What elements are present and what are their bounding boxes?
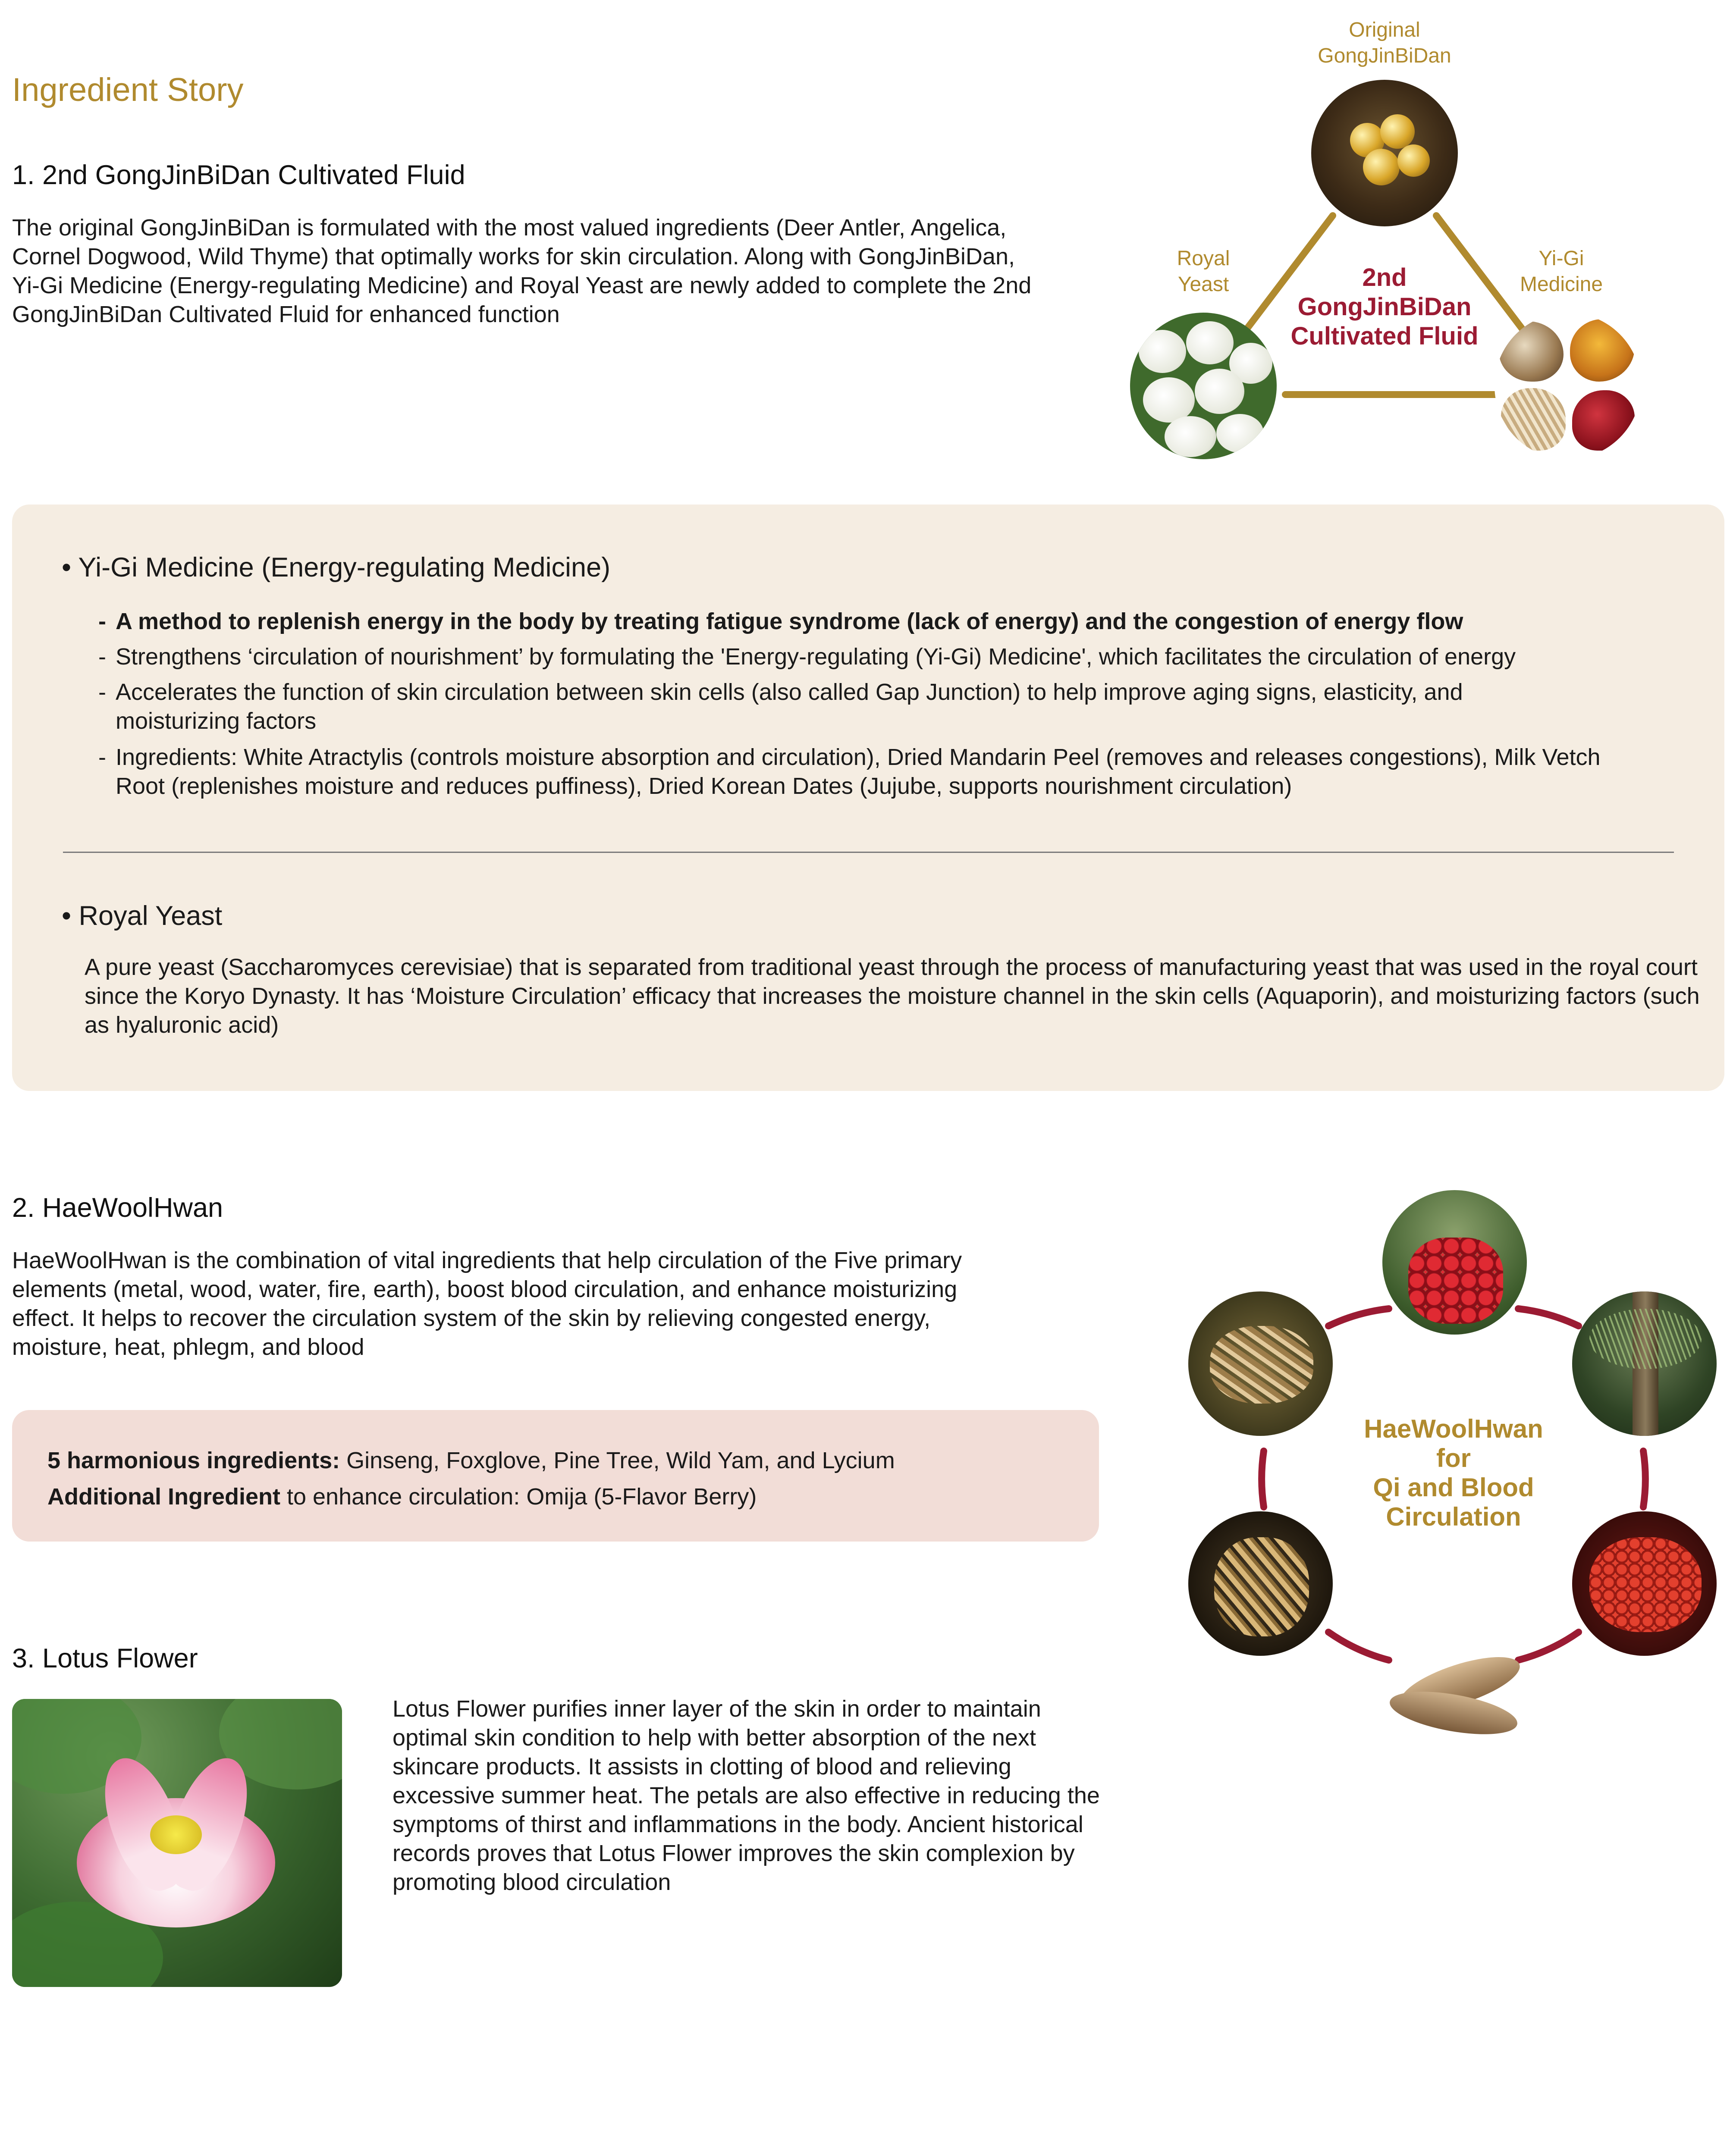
section3-heading: 3. Lotus Flower	[12, 1643, 198, 1673]
center-line3: Cultivated Fluid	[1290, 322, 1479, 350]
hwh-center-line1: HaeWoolHwan	[1364, 1414, 1543, 1443]
section1-heading: 1. 2nd GongJinBiDan Cultivated Fluid	[12, 160, 465, 190]
ingredients-line1-rest: Ginseng, Foxglove, Pine Tree, Wild Yam, and Lycium	[340, 1448, 895, 1473]
label-yigi-line1: Yi-Gi	[1538, 247, 1584, 270]
lotus-flower-image	[12, 1699, 342, 1987]
yigi-item-2-text: Strengthens ‘circulation of nourishment’ by formulating the 'Energy-regulating (Yi-Gi) Medicine', which facilitates the circulation of energy	[116, 644, 1516, 670]
yigi-item-3-text: Accelerates the function of skin circulation between skin cells (also called Gap Junction) to help improve aging signs, elasticity, and moisturizing factors	[116, 679, 1463, 734]
pine-tree-image	[1572, 1291, 1717, 1436]
page-title: Ingredient Story	[12, 72, 244, 108]
label-original-line1: Original	[1349, 19, 1420, 41]
haewoolhwan-ingredients-box	[12, 1410, 1099, 1542]
yigi-item-4	[98, 743, 1617, 801]
haewoolhwan-diagram	[1182, 1190, 1725, 1751]
lycium-berry-image	[1572, 1511, 1717, 1656]
royal-yeast-heading: • Royal Yeast	[62, 901, 223, 931]
cultivated-fluid-center-label	[1281, 263, 1488, 351]
yigi-item-2	[98, 642, 1660, 671]
foxglove-root-image	[1188, 1511, 1333, 1656]
yigi-herbs-image	[1495, 313, 1641, 459]
royal-yeast-image	[1130, 313, 1277, 459]
cultivated-fluid-diagram	[1121, 9, 1691, 466]
ingredients-line2	[47, 1479, 1083, 1515]
ginseng-roots-image	[1188, 1291, 1333, 1436]
yigi-item-4-text: Ingredients: White Atractylis (controls moisture absorption and circulation), Dried Mandarin Peel (removes and releases congestions), Milk Vetch Root (replenishes moisture and reduces puffiness), Dried Korean Dates (Jujube, supports nourishment circulation)	[116, 744, 1601, 799]
section3-paragraph: Lotus Flower purifies inner layer of the skin in order to maintain optimal skin condition to help with better absorption of the next skincare products. It assists in clotting of blood and relieving excessive summer heat. The petals are also effective in reducing the symptoms of thirst and inflammations in the body. Ancient historical records proves that Lotus Flower improves the skin complexion by promoting blood circulation	[392, 1696, 1100, 1895]
yigi-item-4-dash: -	[98, 744, 106, 770]
label-royal-yeast	[1160, 246, 1246, 298]
center-line2: GongJinBiDan	[1297, 293, 1472, 321]
wild-yam-image	[1385, 1630, 1527, 1751]
section2-paragraph: HaeWoolHwan is the combination of vital ingredients that help circulation of the Five primary elements (metal, wood, water, fire, earth), boost blood circulation, and enhance moisturizing effect. It helps to recover the circulation system of the skin by relieving congested energy, moisture, heat, phlegm, and blood	[12, 1247, 962, 1360]
center-line1: 2nd	[1362, 263, 1407, 291]
ingredients-line1-bold: 5 harmonious ingredients:	[47, 1448, 340, 1473]
label-original	[1298, 17, 1471, 69]
label-yigi-medicine	[1510, 246, 1613, 298]
label-yigi-line2: Medicine	[1520, 273, 1603, 296]
yigi-item-1-dash: -	[98, 608, 106, 634]
haewoolhwan-center-label	[1324, 1414, 1583, 1532]
ingredients-line1	[47, 1442, 1083, 1479]
royal-yeast-text: A pure yeast (Saccharomyces cerevisiae) that is separated from traditional yeast through the process of manufacturing yeast that was used in the royal court since the Koryo Dynasty. It has ‘Moisture Circulation’ efficacy that increases the moisture channel in the skin cells (Aquaporin), and moisturizing factors (such as hyaluronic acid)	[85, 954, 1700, 1038]
yigi-item-3-dash: -	[98, 679, 106, 705]
ingredient-info-box	[12, 505, 1724, 1091]
gongjinbidan-pills-image	[1311, 80, 1458, 226]
yigi-item-1	[98, 607, 1660, 636]
label-original-line2: GongJinBiDan	[1318, 44, 1451, 67]
yigi-heading: • Yi-Gi Medicine (Energy-regulating Medicine)	[62, 552, 611, 583]
ingredients-line2-rest: to enhance circulation: Omija (5-Flavor Berry)	[280, 1484, 757, 1510]
omija-berry-image	[1382, 1190, 1527, 1335]
yigi-item-3	[98, 678, 1543, 736]
yigi-item-2-dash: -	[98, 644, 106, 670]
section1-paragraph: The original GongJinBiDan is formulated with the most valued ingredients (Deer Antler, Angelica, Cornel Dogwood, Wild Thyme) that optimally works for skin circulation. Along with GongJinBiDan, Yi-Gi Medicine (Energy-regulating Medicine) and Royal Yeast are newly added to complete the 2nd GongJinBiDan Cultivated Fluid for enhanced function	[12, 215, 1032, 327]
section2-heading: 2. HaeWoolHwan	[12, 1193, 223, 1223]
hwh-center-line4: Circulation	[1386, 1502, 1521, 1531]
ingredients-box-text	[47, 1442, 1083, 1515]
hwh-center-line3: Qi and Blood	[1373, 1473, 1534, 1502]
info-divider	[63, 852, 1674, 853]
yigi-item-1-text: A method to replenish energy in the body by treating fatigue syndrome (lack of energy) and the congestion of energy flow	[116, 608, 1463, 634]
hwh-center-line2: for	[1436, 1444, 1471, 1473]
label-royal-line1: Royal	[1177, 247, 1230, 270]
label-royal-line2: Yeast	[1177, 273, 1229, 296]
ingredients-line2-bold: Additional Ingredient	[47, 1484, 280, 1510]
